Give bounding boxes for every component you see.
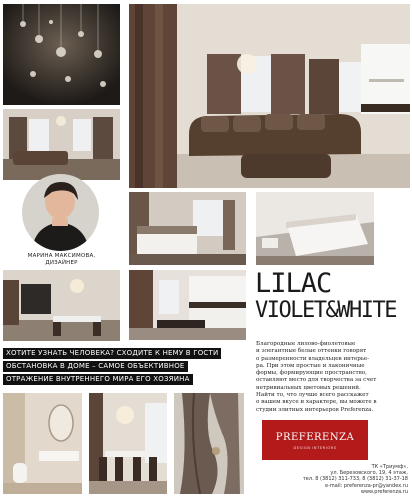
designer-portrait [22, 174, 99, 251]
contact-phone: тел. 8 (3812) 311-733, 8 (3812) 31-37-18 [302, 476, 408, 483]
body-line: ра. При этом простые и лаконичные [256, 362, 365, 369]
body-line: Найти то, что лучше всего расскажет [256, 392, 369, 399]
body-line: Благородные лилово-фиолетовые [256, 341, 356, 347]
dining-chandelier-photo [89, 393, 167, 494]
body-line: о размеренности владельцев интерье- [256, 355, 370, 362]
contact-address: ул. Березовского, 19, 4 этаж, [330, 470, 408, 477]
main-living-room-photo [129, 4, 410, 188]
dining-room-photo [3, 270, 120, 341]
living-room-photo [3, 109, 120, 180]
body-line: о вашем вкусе и характере, вы можете в [256, 399, 377, 406]
article-body [256, 341, 408, 414]
quote-line-2: ОБСТАНОВКА В ДОМЕ – САМОЕ ОБЪЕКТИВНОЕ [3, 361, 188, 372]
body-line: формы, формирующие пространство, [256, 370, 367, 377]
designer-name: МАРИНА МАКСИМОВА, [27, 253, 96, 259]
preferenza-logo [262, 420, 368, 460]
body-line: студии элитных интерьеров Preferenza. [256, 406, 374, 413]
article-title [255, 270, 412, 324]
quote-line-1: ХОТИТЕ УЗНАТЬ ЧЕЛОВЕКА? СХОДИТЕ К НЕМУ В ГОСТИ [3, 348, 221, 359]
chandelier-closeup-photo [3, 4, 120, 105]
kitchen-photo [129, 270, 246, 340]
logo-tagline: DESIGN INTERIORS [293, 446, 337, 450]
contact-email[interactable]: e-mail: preferenza-pr@yandex.ru [325, 482, 408, 489]
bathroom-photo [3, 393, 82, 494]
bedroom-photo [129, 192, 246, 265]
body-line: и элегантные белые оттенки говорят [256, 348, 367, 355]
white-bed-photo [256, 192, 374, 265]
title-line-2: VIOLET&WHITE [255, 298, 396, 323]
quote-line-3: ОТРАЖЕНИЕ ВНУТРЕННЕГО МИРА ЕГО ХОЗЯИНА [3, 374, 193, 385]
designer-caption [3, 253, 120, 267]
body-line: оставляют место для творчества за счет [256, 377, 377, 384]
logo-name: PREFERENZA [275, 432, 355, 443]
contact-mall: ТК «Триумф», [371, 464, 408, 470]
curtain-photo [174, 393, 244, 494]
designer-role: ДИЗАЙНЕР [45, 260, 78, 266]
title-line-1: LILAC [255, 268, 332, 299]
contact-website[interactable]: www.preferenza.ru [360, 488, 408, 495]
body-line: нетривиальных цветовых решений. [256, 384, 361, 391]
contact-info [250, 464, 408, 495]
